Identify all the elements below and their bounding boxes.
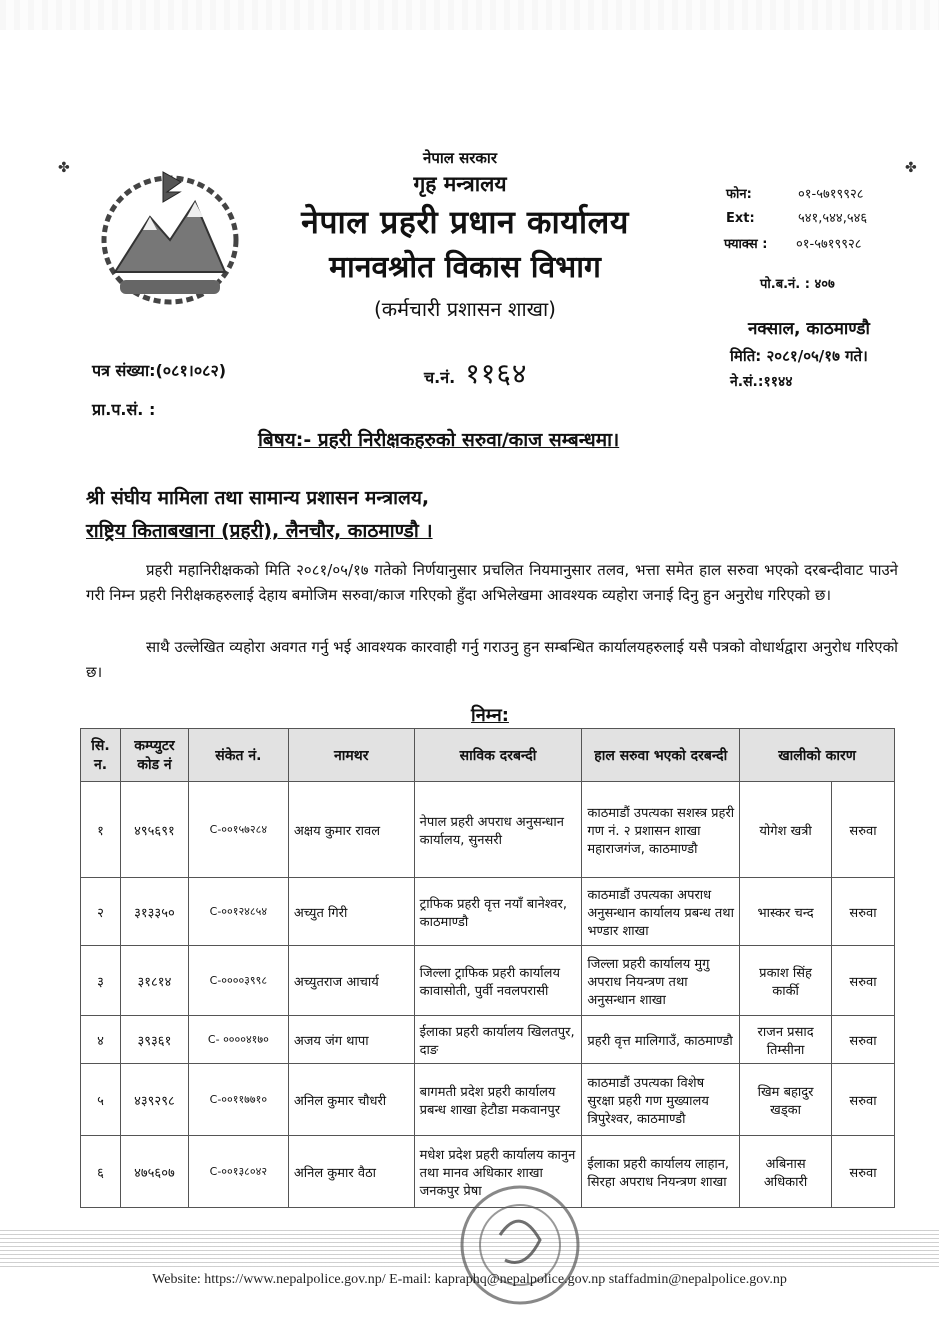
- table-row: [81, 946, 895, 1016]
- table-row: [81, 878, 895, 946]
- letter-number: पत्र संख्या:(०८१।०८२): [92, 361, 227, 380]
- header-previous-post: साविक दरबन्दी: [414, 729, 582, 782]
- fax-label: फ्याक्स :: [724, 237, 768, 252]
- cell-new-post: काठमाडौं उपत्यका सशस्त्र प्रहरी गण नं. २ प्रशासन शाखा महाराजगंज, काठमाण्डौ: [582, 782, 740, 878]
- cell-sanket: C-००१५७२८४: [188, 782, 288, 878]
- dispatch-value: ११६४: [465, 357, 528, 390]
- office-address: नक्साल, काठमाण्डौ: [748, 319, 870, 339]
- cell-code: ३९३६१: [120, 1016, 188, 1064]
- cell-vacancy-person: अबिनास अधिकारी: [740, 1136, 832, 1208]
- fax-line: [724, 234, 862, 252]
- cell-sanket: C-००१२४८५४: [188, 878, 288, 946]
- dispatch-label: च.नं.: [424, 368, 456, 387]
- cell-new-post: प्रहरी वृत्त मालिगाउँ, काठमाण्डौ: [582, 1016, 740, 1064]
- cell-type: सरुवा: [832, 1136, 895, 1208]
- cell-type: सरुवा: [832, 1064, 895, 1136]
- cell-vacancy-person: राजन प्रसाद तिम्सीना: [740, 1016, 832, 1064]
- cell-type: सरुवा: [832, 946, 895, 1016]
- cell-name: अच्युतराज आचार्य: [288, 946, 414, 1016]
- header-sanket: संकेत नं.: [188, 729, 288, 782]
- cell-sn: ४: [81, 1016, 121, 1064]
- cell-name: अनिल कुमार वैठा: [288, 1136, 414, 1208]
- nepal-sambat: ने.सं.:११४४: [730, 374, 793, 390]
- letter-date: मिति: २०८१/०५/१७ गते।: [730, 347, 868, 365]
- phone-label: फोन:: [726, 187, 752, 202]
- phone-line: [726, 184, 864, 202]
- cell-new-post: जिल्ला प्रहरी कार्यालय मुगु अपराध नियन्त्रण तथा अनुसन्धान शाखा: [582, 946, 740, 1016]
- scan-edge: [0, 0, 939, 30]
- cell-vacancy-person: भास्कर चन्द: [740, 878, 832, 946]
- header-sn: सि. न.: [81, 729, 121, 782]
- cell-code: ३१८१४: [120, 946, 188, 1016]
- cell-code: ४९५६९१: [120, 782, 188, 878]
- ornament-right-icon: ✤: [905, 160, 917, 176]
- branch-title: (कर्मचारी प्रशासन शाखा): [374, 297, 556, 321]
- body-paragraph-1: प्रहरी महानिरीक्षकको मिति २०८१/०५/१७ गतेको निर्णयानुसार प्रचलित नियमानुसार तलव, भत्ता समेत हाल सरुवा भएको दरबन्दीवाट पाउने गरी निम्न प्रहरी निरीक्षकहरुलाई देहाय बमोजिम सरुवा/काज गरिएको हुँदा अभिलेखमा आवश्यक व्यहोरा जनाई दिनु हुन अनुरोध गरिएको छ।: [86, 561, 898, 604]
- header-name: नामथर: [288, 729, 414, 782]
- table-row: [81, 1016, 895, 1064]
- government-title: नेपाल सरकार: [423, 149, 497, 167]
- cell-sanket: C-००००३९९८: [188, 946, 288, 1016]
- cell-new-post: ईलाका प्रहरी कार्यालय लाहान, सिरहा अपराध नियन्त्रण शाखा: [582, 1136, 740, 1208]
- table-row: [81, 1064, 895, 1136]
- office-seal-icon: [455, 1180, 585, 1310]
- cell-sanket: C-००१३८०४२: [188, 1136, 288, 1208]
- cell-previous-post: बागमती प्रदेश प्रहरी कार्यालय प्रबन्ध शाखा हेटौडा मकवानपुर: [414, 1064, 582, 1136]
- cell-sn: ३: [81, 946, 121, 1016]
- table-header-row: [81, 729, 895, 782]
- cell-new-post: काठमाडौं उपत्यका विशेष सुरक्षा प्रहरी गण मुख्यालय त्रिपुरेश्वर, काठमाण्डौ: [582, 1064, 740, 1136]
- table-row: [81, 782, 895, 878]
- header-new-post: हाल सरुवा भएको दरबन्दी: [582, 729, 740, 782]
- cell-previous-post: मधेश प्रदेश प्रहरी कार्यालय कानुन तथा मानव अधिकार शाखा जनकपुर प्रेषा: [414, 1136, 582, 1208]
- cell-vacancy-person: प्रकाश सिंह कार्की: [740, 946, 832, 1016]
- cell-sanket: C-००११७७१०: [188, 1064, 288, 1136]
- ext-value: ५४१,५४४,५४६: [798, 211, 868, 226]
- cell-type: सरुवा: [832, 782, 895, 878]
- cell-sn: ५: [81, 1064, 121, 1136]
- cell-type: सरुवा: [832, 1016, 895, 1064]
- cell-previous-post: जिल्ला ट्राफिक प्रहरी कार्यालय कावासोती, पुर्वी नवलपरासी: [414, 946, 582, 1016]
- phone-value: ०१-५७१९९२८: [798, 187, 864, 202]
- nepal-emblem-icon: [95, 162, 245, 312]
- transfer-table: [80, 728, 895, 1208]
- pobox: पो.ब.नं. : ४०७: [760, 277, 835, 292]
- office-title: नेपाल प्रहरी प्रधान कार्यालय: [301, 203, 629, 241]
- recipient-line-1: श्री संघीय मामिला तथा सामान्य प्रशासन मन्त्रालय,: [86, 487, 430, 509]
- ornament-left-icon: ✤: [58, 160, 70, 176]
- footer-contact: Website: https://www.nepalpolice.gov.np/ E-mail: kapraphq@nepalpolice.gov.np staffadmin@nepalpolice.gov.np: [152, 1272, 787, 1287]
- cell-sn: १: [81, 782, 121, 878]
- recipient-line-2: राष्ट्रिय किताबखाना (प्रहरी), लैनचौर, काठमाण्डौ ।: [86, 520, 433, 542]
- cell-previous-post: नेपाल प्रहरी अपराध अनुसन्धान कार्यालय, सुनसरी: [414, 782, 582, 878]
- cell-code: ४३९२९८: [120, 1064, 188, 1136]
- cell-sanket: C- ००००४१७०: [188, 1016, 288, 1064]
- cell-vacancy-person: योगेश खत्री: [740, 782, 832, 878]
- dispatch-number: [424, 354, 527, 392]
- cell-previous-post: ट्राफिक प्रहरी वृत्त नयाँ बानेश्वर, काठमाण्डौ: [414, 878, 582, 946]
- cell-previous-post: ईलाका प्रहरी कार्यालय खिलतपुर, दाङ: [414, 1016, 582, 1064]
- cell-name: अजय जंग थापा: [288, 1016, 414, 1064]
- ministry-title: गृह मन्त्रालय: [413, 172, 507, 196]
- department-title: मानवश्रोत विकास विभाग: [329, 250, 601, 285]
- cell-sn: ६: [81, 1136, 121, 1208]
- cell-code: ४७५६०७: [120, 1136, 188, 1208]
- fax-value: ०१-५७१९९२८: [796, 237, 862, 252]
- ext-line: [726, 208, 867, 226]
- cell-code: ३१३३५०: [120, 878, 188, 946]
- cell-type: सरुवा: [832, 878, 895, 946]
- subject-line: बिषय:- प्रहरी निरीक्षकहरुको सरुवा/काज सम्बन्धमा।: [258, 429, 620, 451]
- body-paragraph-2: साथै उल्लेखित व्यहोरा अवगत गर्नु भई आवश्यक कारवाही गर्नु गराउनु हुन सम्बन्धित कार्यालयहरुलाई यसै पत्रको वोधार्थद्वारा अनुरोध गरिएको छ।: [86, 638, 898, 681]
- reference-number: प्रा.प.सं. :: [92, 400, 156, 419]
- cell-vacancy-person: खिम बहादुर खड्का: [740, 1064, 832, 1136]
- list-heading: निम्न:: [471, 705, 509, 726]
- header-vacancy-reason: खालीको कारण: [740, 729, 895, 782]
- cell-new-post: काठमाडौं उपत्यका अपराध अनुसन्धान कार्यालय प्रबन्ध तथा भण्डार शाखा: [582, 878, 740, 946]
- cell-sn: २: [81, 878, 121, 946]
- cell-name: अक्षय कुमार रावल: [288, 782, 414, 878]
- cell-name: अच्युत गिरी: [288, 878, 414, 946]
- ext-label: Ext:: [726, 211, 755, 226]
- header-code: कम्प्युटर कोड नं: [120, 729, 188, 782]
- cell-name: अनिल कुमार चौधरी: [288, 1064, 414, 1136]
